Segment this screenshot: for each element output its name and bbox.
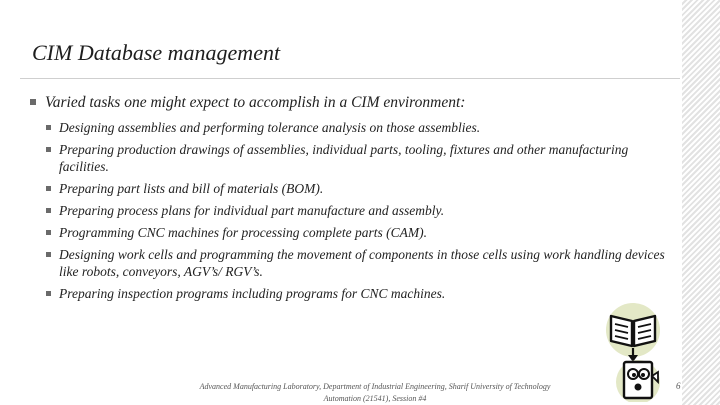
decorative-stripe [682,0,720,405]
sub-bullet-text: Designing assemblies and performing tolerance analysis on those assemblies. [59,120,481,135]
footer-line: Advanced Manufacturing Laboratory, Department of Industrial Engineering, Sharif University of Technology [199,382,551,391]
bullet-marker [46,230,51,235]
bullet-marker [46,147,51,152]
bullet-marker [46,208,51,213]
sub-bullet [46,141,680,175]
main-bullet [30,94,680,112]
bullet-marker [30,99,36,105]
sub-bullet [46,246,680,280]
bullet-marker [46,125,51,130]
slide-title: CIM Database management [32,40,281,65]
surprised-face-icon [612,352,664,402]
sub-bullet-text: Preparing part lists and bill of materials (BOM). [59,181,324,196]
sub-bullet-list [30,119,680,302]
sub-bullet-text: Designing work cells and programming the movement of components in those cells using work handling devices like robots, conveyors, AGV’s/ RGV’s. [59,247,665,279]
main-bullet-text: Varied tasks one might expect to accomplish in a CIM environment: [45,94,466,111]
footer-line: Automation (21541), Session #4 [323,394,427,403]
bullet-marker [46,252,51,257]
bullet-marker [46,291,51,296]
sub-bullet [46,224,680,241]
sub-bullet-text: Preparing inspection programs including programs for CNC machines. [59,286,446,301]
sub-bullet [46,119,680,136]
sub-bullet-text: Preparing process plans for individual part manufacture and assembly. [59,203,445,218]
sub-bullet-text: Preparing production drawings of assemblies, individual parts, tooling, fixtures and other manufacturing facilities. [59,142,629,174]
slide-footer [140,381,610,405]
slide-content [30,94,680,307]
sub-bullet [46,180,680,197]
title-divider [20,78,680,79]
sub-bullet [46,202,680,219]
sub-bullet [46,285,680,302]
bullet-marker [46,186,51,191]
sub-bullet-text: Programming CNC machines for processing complete parts (CAM). [59,225,427,240]
page-number: 6 [676,381,681,391]
